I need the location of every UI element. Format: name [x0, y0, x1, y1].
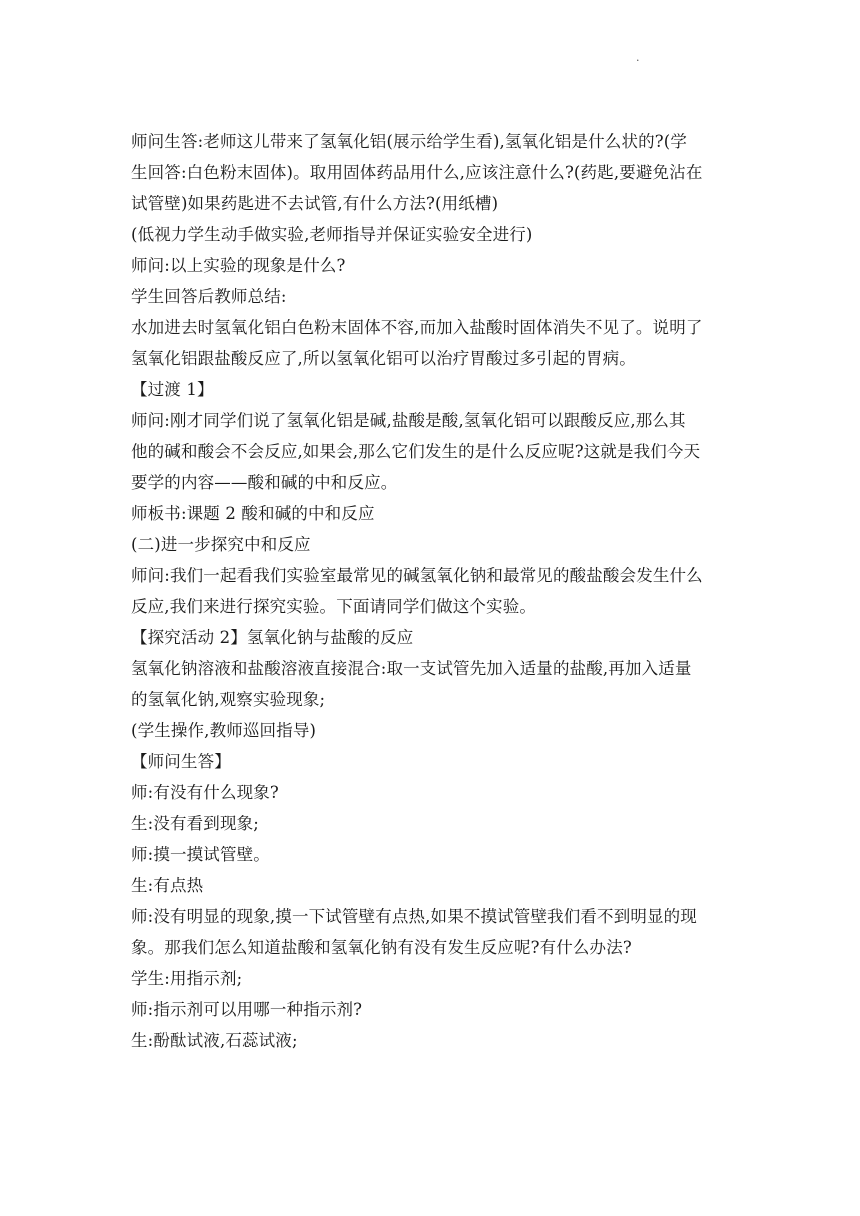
document-body: [131, 126, 741, 1056]
text-line: 生回答:白色粉末固体)。取用固体药品用什么,应该注意什么?(药匙,要避免沾在: [131, 163, 703, 182]
text-line: 生:酚酞试液,石蕊试液;: [131, 1031, 298, 1050]
text-line: 师:指示剂可以用哪一种指示剂?: [131, 1000, 363, 1019]
section-heading: 【师问生答】: [131, 752, 231, 771]
text-line: 的氢氧化钠,观察实验现象;: [131, 690, 326, 709]
text-line: 象。那我们怎么知道盐酸和氢氧化钠有没有发生反应呢?有什么办法?: [131, 938, 632, 957]
text-line: (学生操作,教师巡回指导): [131, 721, 317, 740]
text-line: 要学的内容——酸和碱的中和反应。: [131, 473, 398, 492]
text-line: 师:有没有什么现象?: [131, 783, 279, 802]
text-line: 师问生答:老师这儿带来了氢氧化铝(展示给学生看),氢氧化铝是什么状的?(学: [131, 132, 688, 151]
section-heading: (二)进一步探究中和反应: [131, 535, 311, 554]
text-line: 水加进去时氢氧化铝白色粉末固体不容,而加入盐酸时固体消失不见了。说明了: [131, 318, 703, 337]
text-line: 师:摸一摸试管壁。: [131, 845, 270, 864]
text-line: 学生回答后教师总结:: [131, 287, 287, 306]
text-line: 学生:用指示剂;: [131, 969, 243, 988]
text-line: 反应,我们来进行探究实验。下面请同学们做这个实验。: [131, 597, 536, 616]
text-line: 氢氧化铝跟盐酸反应了,所以氢氧化铝可以治疗胃酸过多引起的胃病。: [131, 349, 636, 368]
text-line: 他的碱和酸会不会反应,如果会,那么它们发生的是什么反应呢?这就是我们今天: [131, 442, 701, 461]
page-marker-dot: .: [636, 51, 640, 64]
section-heading: 【过渡 1】: [131, 380, 214, 399]
text-line: 试管壁)如果药匙进不去试管,有什么方法?(用纸槽): [131, 194, 499, 213]
section-heading: 【探究活动 2】氢氧化钠与盐酸的反应: [131, 628, 414, 647]
text-line: 生:有点热: [131, 876, 204, 895]
text-line: 生:没有看到现象;: [131, 814, 259, 833]
text-line: 师:没有明显的现象,摸一下试管壁有点热,如果不摸试管壁我们看不到明显的现: [131, 907, 697, 926]
text-line: 师问:以上实验的现象是什么?: [131, 256, 346, 275]
text-line: 师板书:课题 2 酸和碱的中和反应: [131, 504, 375, 523]
text-line: 师问:刚才同学们说了氢氧化铝是碱,盐酸是酸,氢氧化铝可以跟酸反应,那么其: [131, 411, 686, 430]
text-line: 氢氧化钠溶液和盐酸溶液直接混合:取一支试管先加入适量的盐酸,再加入适量: [131, 659, 692, 678]
text-line: 师问:我们一起看我们实验室最常见的碱氢氧化钠和最常见的酸盐酸会发生什么: [131, 566, 703, 585]
text-line: (低视力学生动手做实验,老师指导并保证实验安全进行): [131, 225, 533, 244]
